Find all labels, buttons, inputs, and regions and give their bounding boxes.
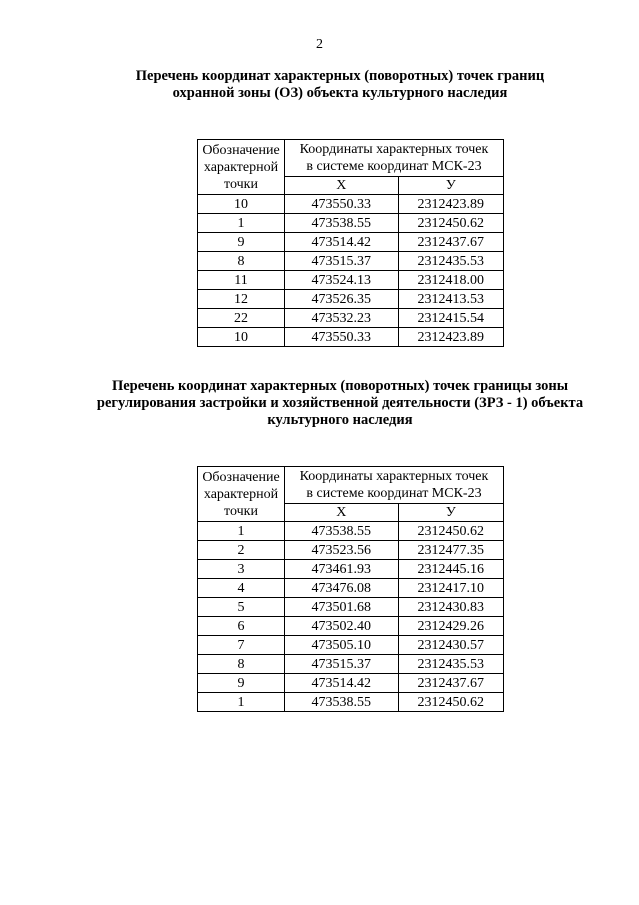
table-row [198, 560, 504, 579]
header-text: точки [224, 176, 258, 192]
section-title-oz [60, 68, 620, 102]
header-text: характерной [203, 159, 279, 175]
table-body [198, 195, 504, 347]
cell-point: 9 [198, 233, 285, 252]
header-point-designation [198, 140, 285, 195]
section-title-line: регулирования застройки и хозяйственной деятельности (ЗРЗ - 1) объекта [96, 395, 584, 411]
header-coordinates [285, 140, 504, 177]
cell-y: 2312450.62 [398, 522, 503, 541]
cell-point: 8 [198, 655, 285, 674]
cell-y: 2312437.67 [398, 233, 503, 252]
cell-point: 1 [198, 214, 285, 233]
table-row [198, 214, 504, 233]
header-x: Х [285, 504, 399, 522]
cell-y: 2312423.89 [398, 195, 503, 214]
cell-y: 2312430.83 [398, 598, 503, 617]
cell-point: 1 [198, 693, 285, 712]
cell-y: 2312435.53 [398, 655, 503, 674]
cell-y: 2312429.26 [398, 617, 503, 636]
header-text: в системе координат МСК-23 [306, 159, 482, 174]
cell-x: 473476.08 [285, 579, 399, 598]
header-text: характерной [203, 486, 279, 502]
cell-x: 473538.55 [285, 693, 399, 712]
cell-y: 2312437.67 [398, 674, 503, 693]
table-row [198, 579, 504, 598]
header-text: Обозначение [202, 142, 280, 158]
header-text: в системе координат МСК-23 [306, 486, 482, 501]
cell-point: 6 [198, 617, 285, 636]
table-row [198, 195, 504, 214]
header-point-designation [198, 467, 285, 522]
header-text: точки [224, 503, 258, 519]
table-row [198, 328, 504, 347]
table-row [198, 290, 504, 309]
table-row [198, 655, 504, 674]
header-y: У [398, 177, 503, 195]
cell-x: 473550.33 [285, 195, 399, 214]
header-text: Координаты характерных точек [299, 142, 489, 157]
cell-point: 10 [198, 195, 285, 214]
header-x: Х [285, 177, 399, 195]
cell-point: 9 [198, 674, 285, 693]
cell-point: 2 [198, 541, 285, 560]
cell-y: 2312450.62 [398, 693, 503, 712]
cell-point: 3 [198, 560, 285, 579]
section-title-line: Перечень координат характерных (поворотных) точек границ [135, 68, 545, 84]
section-title-line: культурного наследия [267, 412, 413, 428]
cell-y: 2312413.53 [398, 290, 503, 309]
table-row [198, 233, 504, 252]
cell-y: 2312415.54 [398, 309, 503, 328]
cell-x: 473526.35 [285, 290, 399, 309]
cell-x: 473524.13 [285, 271, 399, 290]
cell-x: 473514.42 [285, 674, 399, 693]
cell-y: 2312423.89 [398, 328, 503, 347]
table-row [198, 252, 504, 271]
cell-point: 10 [198, 328, 285, 347]
cell-x: 473523.56 [285, 541, 399, 560]
table-row [198, 522, 504, 541]
cell-point: 12 [198, 290, 285, 309]
coordinates-table-oz [197, 139, 504, 347]
table-row [198, 598, 504, 617]
page-number: 2 [316, 37, 323, 52]
cell-point: 22 [198, 309, 285, 328]
table-row [198, 693, 504, 712]
cell-x: 473550.33 [285, 328, 399, 347]
cell-x: 473502.40 [285, 617, 399, 636]
cell-x: 473532.23 [285, 309, 399, 328]
cell-x: 473515.37 [285, 655, 399, 674]
cell-point: 1 [198, 522, 285, 541]
cell-y: 2312450.62 [398, 214, 503, 233]
cell-x: 473538.55 [285, 214, 399, 233]
header-text: Координаты характерных точек [299, 469, 489, 484]
cell-x: 473461.93 [285, 560, 399, 579]
section-title-zrz [60, 378, 620, 429]
coordinates-table-zrz [197, 466, 504, 712]
cell-x: 473514.42 [285, 233, 399, 252]
cell-x: 473501.68 [285, 598, 399, 617]
header-text: Обозначение [202, 469, 280, 485]
cell-y: 2312418.00 [398, 271, 503, 290]
cell-y: 2312435.53 [398, 252, 503, 271]
cell-x: 473538.55 [285, 522, 399, 541]
cell-x: 473515.37 [285, 252, 399, 271]
table-row [198, 617, 504, 636]
header-y: У [398, 504, 503, 522]
cell-y: 2312430.57 [398, 636, 503, 655]
cell-x: 473505.10 [285, 636, 399, 655]
table-row [198, 541, 504, 560]
section-title-line: Перечень координат характерных (поворотных) точек границы зоны [111, 378, 569, 394]
cell-point: 8 [198, 252, 285, 271]
table-row [198, 674, 504, 693]
cell-point: 11 [198, 271, 285, 290]
cell-point: 5 [198, 598, 285, 617]
table-body [198, 522, 504, 712]
cell-y: 2312417.10 [398, 579, 503, 598]
section-title-line: охранной зоны (ОЗ) объекта культурного наследия [172, 85, 508, 101]
header-coordinates [285, 467, 504, 504]
cell-y: 2312445.16 [398, 560, 503, 579]
cell-y: 2312477.35 [398, 541, 503, 560]
table-row [198, 309, 504, 328]
table-row [198, 271, 504, 290]
table-row [198, 636, 504, 655]
cell-point: 4 [198, 579, 285, 598]
cell-point: 7 [198, 636, 285, 655]
